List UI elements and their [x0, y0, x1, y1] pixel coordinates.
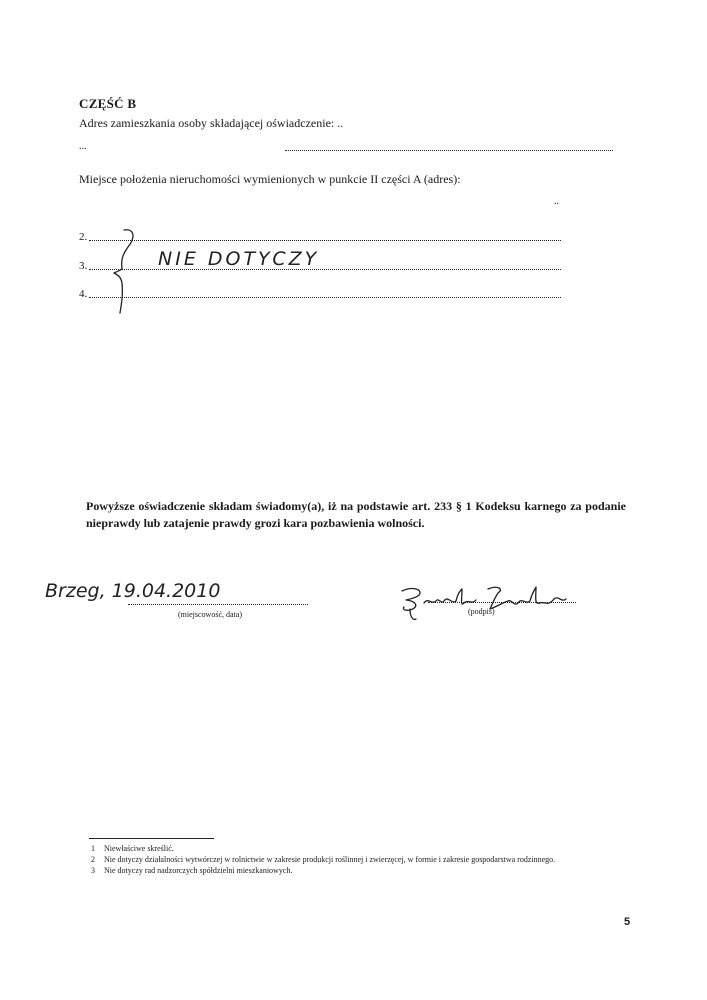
address-dotted-line — [285, 150, 613, 151]
signature-dotted-line — [428, 602, 576, 603]
address-label: Adres zamieszkania osoby składającej oświadczenie: .. — [79, 116, 344, 130]
handwritten-signature-icon — [398, 583, 578, 628]
signature-caption: (podpis) — [468, 607, 495, 616]
line-number-3: 3. — [79, 260, 88, 272]
footnote-number-3: 3 — [91, 866, 95, 875]
line-number-4: 4. — [79, 288, 88, 300]
footnote-text-1: Niewłaściwe skreślić. — [104, 844, 174, 853]
footnote-number-1: 1 — [91, 844, 95, 853]
handwritten-brace-icon — [110, 225, 140, 320]
property-trailing-dots: .. — [554, 196, 559, 207]
footnote-number-2: 2 — [91, 855, 95, 864]
footnote-separator — [89, 838, 214, 839]
handwritten-place-date: Brzeg, 19.04.2010 — [45, 580, 221, 602]
declaration-text: Powyższe oświadczenie składam świadomy(a), iż na podstawie art. 233 § 1 Kodeksu karnego za podanie nieprawdy lub zatajenie prawdy grozi kara pozbawienia wolności. — [86, 499, 626, 530]
dotted-line-4 — [89, 297, 561, 298]
section-heading: CZĘŚĆ B — [79, 96, 137, 111]
dotted-line-2 — [89, 240, 561, 241]
address-line-lead: ... — [79, 141, 87, 152]
handwritten-not-applicable: NIE DOTYCZY — [158, 248, 320, 270]
property-location-label: Miejsce położenia nieruchomości wymienionych w punkcie II części A (adres): — [79, 172, 461, 186]
page-number: 5 — [624, 916, 631, 928]
footnote-text-3: Nie dotyczy rad nadzorczych spółdzielni mieszkaniowych. — [104, 866, 293, 875]
line-number-2: 2. — [79, 231, 88, 243]
footnote-text-2: Nie dotyczy działalności wytwórczej w rolnictwie w zakresie produkcji roślinnej i zwierzęcej, w formie i zakresie gospodarstwa rodzinnego. — [104, 855, 556, 864]
place-date-dotted-line — [128, 604, 308, 605]
place-date-caption: (miejscowość, data) — [178, 610, 242, 619]
